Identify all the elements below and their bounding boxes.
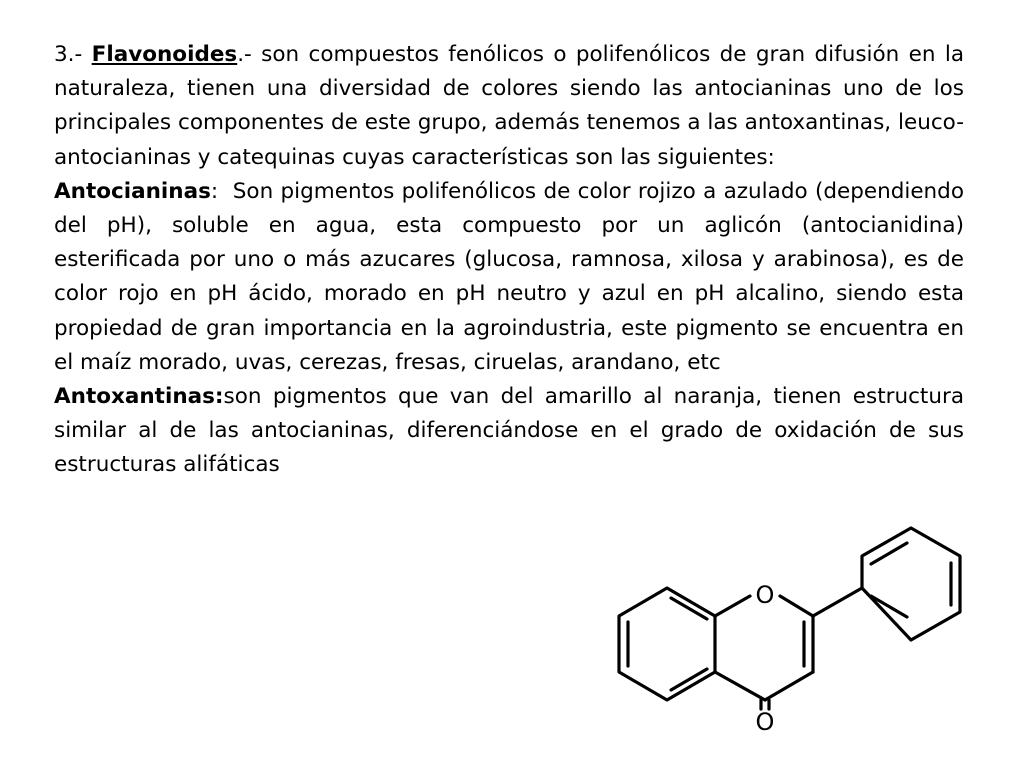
antoxantinas-paragraph — [54, 380, 964, 483]
section-number: 3.- — [54, 42, 92, 67]
antoxantinas-description: son pigmentos que van del amarillo al naranja, tienen estructura similar al de las antocianinas, diferenciándose en el grado de oxidación de sus estructuras alifáticas — [54, 384, 964, 478]
antocianinas-description: Son pigmentos polifenólicos de color rojizo a azulado (dependiendo del pH), soluble en agua, esta compuesto por un aglicón (antocianidina) esterificada por uno o más azucares (glucosa, ramnosa, xilosa y arabinosa), es de color rojo en pH ácido, morado en pH neutro y azul en pH alcalino, siendo esta propiedad de gran importancia en la agroindustria, este pigmento se encuentra en el maíz morado, uvas, cerezas, fresas, ciruelas, arandano, etc — [54, 178, 964, 375]
ring-bond-c3-c4 — [765, 672, 813, 700]
ring-oxygen-label: O — [755, 581, 775, 609]
heading-suffix: .- — [237, 42, 262, 67]
phenyl-inner-bond-3 — [871, 596, 907, 617]
antocianinas-paragraph — [54, 175, 964, 380]
flavonoides-intro: son compuestos fenólicos o polifenólicos de gran difusión en la naturaleza, tienen una diversidad de colores siendo las antocianinas uno de los principales componentes de este grupo, además tenemos a las antoxantinas, leuco-antocianinas y catequinas cuyas características son las siguientes: — [54, 42, 965, 170]
flavonoides-paragraph — [54, 38, 964, 175]
ring-bond-o1-c2 — [780, 596, 813, 616]
flavonoides-heading: Flavonoides — [91, 42, 238, 67]
antocianinas-separator: : — [210, 178, 233, 204]
benzo-ring — [619, 588, 715, 700]
ring-bond-c8a-o1 — [715, 596, 750, 616]
text-block — [54, 38, 964, 483]
carbonyl-oxygen-label: O — [755, 708, 775, 736]
antoxantinas-term: Antoxantinas: — [54, 384, 224, 410]
ring-bond-c4-c4a — [715, 672, 765, 700]
phenyl-ring — [862, 528, 960, 640]
phenyl-link-bond — [813, 588, 862, 616]
flavone-structure-icon — [600, 525, 980, 745]
antocianinas-term: Antocianinas — [54, 178, 211, 204]
